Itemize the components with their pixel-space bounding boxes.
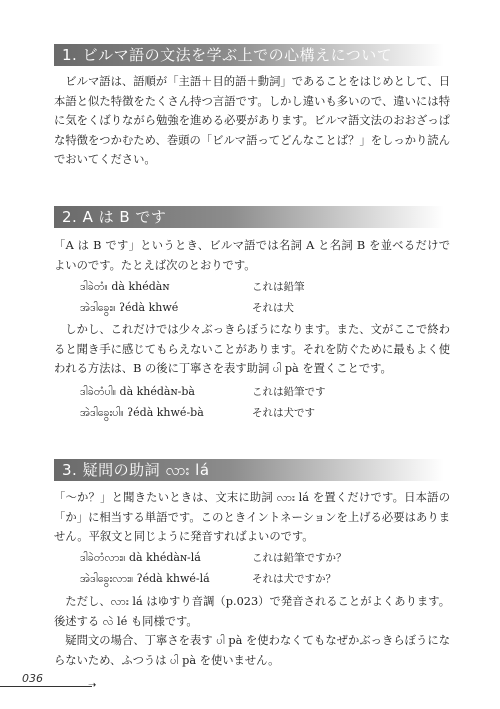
footer-rule bbox=[0, 686, 92, 687]
section-3-heading: 3. 疑問の助詞 လား lá bbox=[54, 459, 444, 481]
example-burmese: ဒါခဲတံလား။ dà khédàɴ-lá bbox=[80, 551, 201, 564]
section-2-heading: 2. A は B です bbox=[54, 206, 444, 228]
example-japanese: これは鉛筆 bbox=[252, 281, 305, 293]
example-burmese: အဲဒါခွေးပါ။ ʔédà khwé-bà bbox=[80, 406, 204, 419]
section-1-paragraph: ビルマ語は、語順が「主語＋目的語＋動詞」であることをはじめとして、日本語と似た特徴をたくさん持つ言語です。しかし違いも多いので、違いには特に気をくばりながら勉強を進める必要があります。ビルマ語文法のおおざっぱな特徴をつかむため、巻頭の「ビルマ語ってどんなことば？」をしっかり読んでおいてください。 bbox=[54, 75, 450, 166]
example-row bbox=[80, 569, 336, 588]
example-row bbox=[80, 277, 305, 296]
example-row bbox=[80, 548, 347, 567]
example-burmese: အဲဒါခွေးလား။ ʔédà khwé-lá bbox=[80, 572, 210, 585]
section-2-intro: 「A は B です」というとき、ビルマ語では名詞 A と名詞 B を並べるだけでよいのです。たとえば次のとおりです。 bbox=[54, 239, 450, 272]
example-japanese: これは鉛筆ですか？ bbox=[252, 552, 347, 564]
section-3-note-2: 疑問文の場合、丁寧さを表す ပါ pà を使わなくてもなぜかぶっきらぼうにならないため、ふつうは ပါ pà を使いません。 bbox=[54, 634, 450, 667]
example-burmese: ဒါခဲတံ။ dà khédàɴ bbox=[80, 280, 170, 293]
example-japanese: これは鉛筆です bbox=[252, 386, 326, 398]
section-3-intro: 「〜か？」と聞きたいときは、文末に助詞 လား lá を置くだけです。日本語の「か」に相当する単語です。このときイントネーションを上げる必要はありません。平叙文と同じように発音すればよいのです。 bbox=[54, 491, 450, 543]
section-1-heading: 1. ビルマ語の文法を学ぶ上での心構えについて bbox=[54, 44, 444, 66]
section-2-explanation: しかし、これだけでは少々ぶっきらぼうになります。また、文がここで終わると聞き手に感じてもらえないことがあります。それを防ぐために最もよく使われる方法は、B の後に丁寧さを表す助詞 ပါ pà を置くことです。 bbox=[54, 323, 450, 375]
example-burmese: ဒါခဲတံပါ။ dà khédàɴ-bà bbox=[80, 385, 195, 398]
section-3-note-1: ただし、လား lá はゆすり音調（p.023）で発音されることがよくあります。後述する လဲ lé も同様です。 bbox=[54, 595, 450, 628]
example-burmese: အဲဒါခွေး။ ʔédà khwé bbox=[80, 301, 179, 314]
example-row bbox=[80, 382, 326, 401]
example-japanese: それは犬 bbox=[252, 302, 294, 314]
example-japanese: それは犬です bbox=[252, 407, 315, 419]
example-japanese: それは犬ですか？ bbox=[252, 573, 336, 585]
example-row bbox=[80, 298, 294, 317]
footer-arrow-icon: ➝ bbox=[88, 680, 97, 691]
page-number: 036 bbox=[22, 672, 43, 685]
example-row bbox=[80, 403, 315, 422]
